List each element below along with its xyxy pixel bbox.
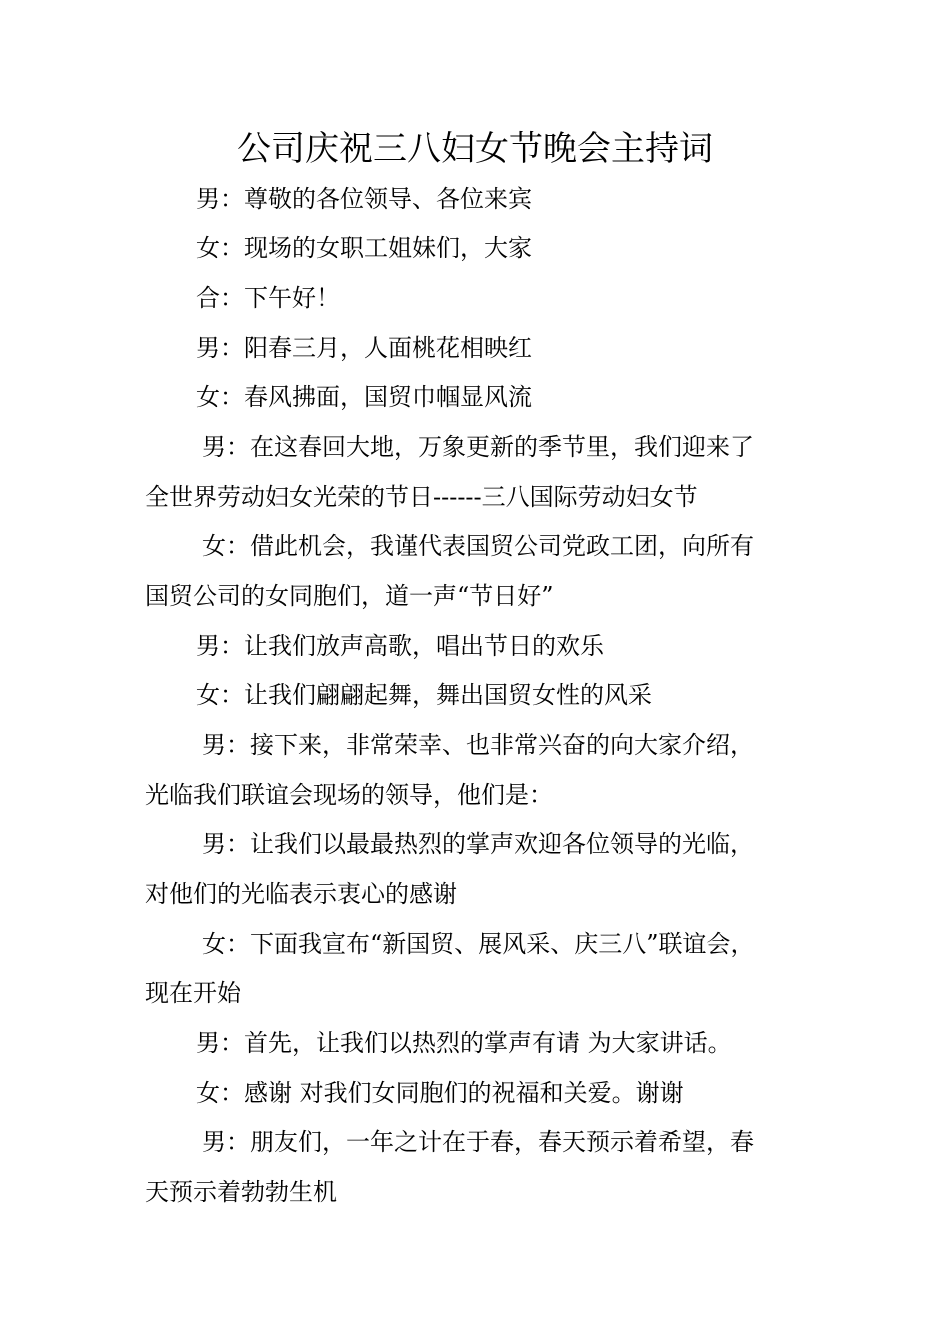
paragraph-line: 女：借此机会，我谨代表国贸公司党政工团，向所有: [202, 532, 754, 560]
paragraph-line: 天预示着勃勃生机: [145, 1178, 337, 1206]
paragraph-line: 全世界劳动妇女光荣的节日------三八国际劳动妇女节: [145, 483, 698, 511]
paragraph-line: 男：让我们放声高歌，唱出节日的欢乐: [196, 632, 604, 660]
paragraph-line: 男：接下来，非常荣幸、也非常兴奋的向大家介绍，: [202, 731, 754, 759]
paragraph-line: 女：让我们翩翩起舞，舞出国贸女性的风采: [196, 681, 652, 709]
document-title: 公司庆祝三八妇女节晚会主持词: [237, 129, 713, 169]
paragraph-line: 男：阳春三月，人面桃花相映红: [196, 334, 532, 362]
paragraph-line: 女：下面我宣布“新国贸、展风采、庆三八”联谊会，: [202, 930, 755, 958]
paragraph-line: 对他们的光临表示衷心的感谢: [145, 880, 457, 908]
paragraph-line: 女：现场的女职工姐妹们，大家: [196, 234, 532, 262]
paragraph-line: 女：感谢 对我们女同胞们的祝福和关爱。谢谢: [196, 1079, 684, 1107]
paragraph-line: 男：朋友们，一年之计在于春，春天预示着希望，春: [202, 1128, 754, 1156]
paragraph-line: 男：让我们以最最热烈的掌声欢迎各位领导的光临，: [202, 830, 754, 858]
paragraph-line: 国贸公司的女同胞们，道一声“节日好”: [145, 582, 554, 610]
paragraph-line: 女：春风拂面，国贸巾帼显风流: [196, 383, 532, 411]
paragraph-line: 男：首先，让我们以热烈的掌声有请 为大家讲话。: [196, 1029, 732, 1057]
paragraph-line: 光临我们联谊会现场的领导，他们是：: [145, 781, 553, 809]
paragraph-line: 现在开始: [145, 979, 241, 1007]
paragraph-line: 男：尊敬的各位领导、各位来宾: [196, 185, 532, 213]
paragraph-line: 合：下午好！: [196, 284, 340, 312]
paragraph-line: 男：在这春回大地，万象更新的季节里，我们迎来了: [202, 433, 754, 461]
